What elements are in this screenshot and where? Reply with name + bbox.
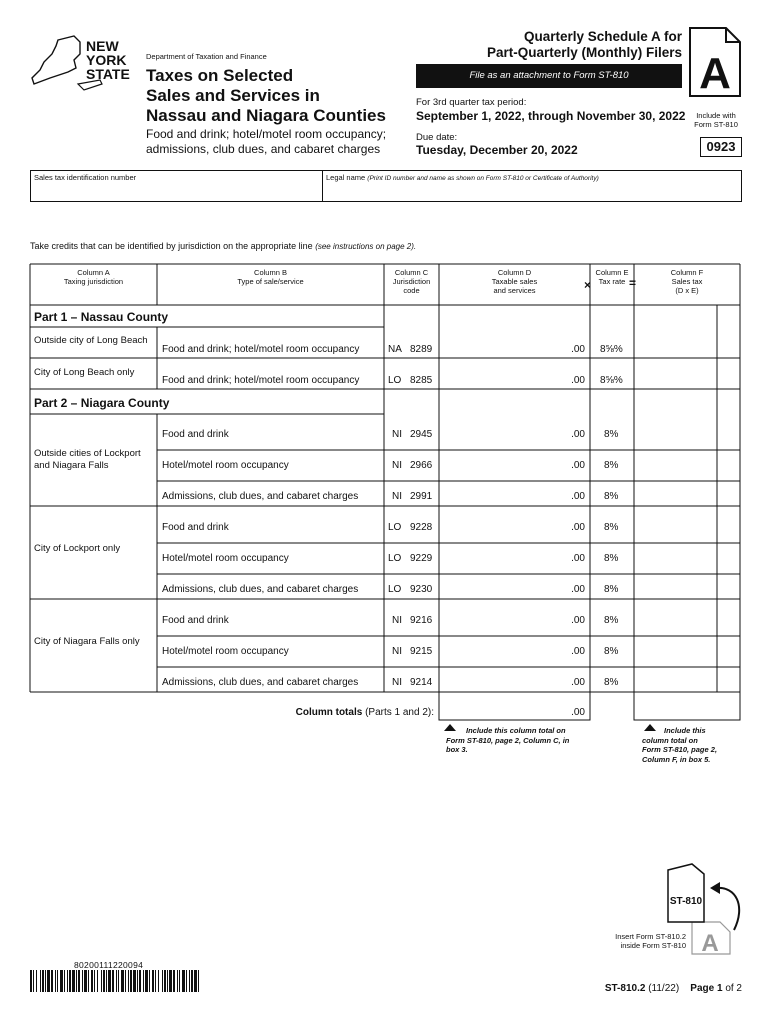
jurisdiction-label [34, 448, 141, 472]
sales-tax-input[interactable] [636, 361, 716, 387]
form-revision: (11/22) [648, 983, 680, 994]
credits-note: Take credits that can be identified by jurisdiction on the appropriate line [30, 241, 313, 251]
page-number: 1 [716, 983, 723, 994]
form-footer [560, 983, 742, 994]
form-title [146, 66, 386, 126]
legal-name-label [326, 173, 599, 182]
sale-type: Food and drink [162, 615, 229, 626]
sale-type: Admissions, club dues, and cabaret charges [162, 584, 359, 595]
jurisdiction-label: City of Lockport only [34, 543, 121, 554]
legal-name-field[interactable] [326, 182, 738, 200]
taxable-sales-input[interactable]: .00 [571, 491, 585, 502]
jurisdiction-prefix: NI [392, 615, 402, 626]
column-totals-label [250, 707, 434, 718]
department-name: Department of Taxation and Finance [146, 52, 267, 61]
schedule-title-line: Quarterly Schedule A for [523, 29, 682, 44]
note-line: Include this [664, 726, 706, 735]
jurisdiction-prefix: NA [388, 344, 402, 355]
taxable-sales-input[interactable]: .00 [571, 584, 585, 595]
sales-tax-input[interactable] [636, 602, 716, 634]
multiply-sign: × [584, 278, 592, 292]
sale-type: Food and drink; hotel/motel room occupancy [162, 344, 360, 355]
column-totals-label-text: Column totals [295, 707, 363, 718]
id-row-divider [322, 170, 323, 202]
column-e-header [590, 268, 634, 286]
form-code-box: 0923 [700, 137, 742, 157]
schedule-letter: A [699, 49, 731, 98]
column-c-header [384, 268, 439, 295]
column-f-header [634, 268, 740, 295]
taxable-sales-input[interactable]: .00 [571, 375, 585, 386]
sales-tax-input[interactable] [636, 509, 716, 541]
jurisdiction-code: 8285 [410, 375, 433, 386]
jurisdiction-prefix: NI [392, 677, 402, 688]
sales-tax-input[interactable] [636, 576, 716, 597]
sales-tax-input[interactable] [636, 452, 716, 479]
sale-type: Food and drink; hotel/motel room occupancy [162, 375, 360, 386]
column-d-header [439, 268, 590, 295]
logo-line-3: STATE [86, 66, 130, 82]
schedule-title-line: Part-Quarterly (Monthly) Filers [486, 45, 682, 60]
logo-line-1: NEW [86, 38, 119, 54]
jurisdiction-line: and Niagara Falls [34, 460, 109, 471]
tax-rate: 8% [604, 460, 619, 471]
jurisdiction-prefix: NI [392, 491, 402, 502]
include-note-line: Include with [696, 111, 736, 120]
jurisdiction-code: 9230 [410, 584, 433, 595]
column-a-header [30, 268, 157, 286]
column-f-title: Column F [670, 268, 704, 277]
column-d-total-input[interactable]: .00 [571, 707, 585, 718]
note-line: box 3. [446, 745, 468, 754]
column-a-subtitle: Taxing jurisdiction [63, 277, 124, 286]
jurisdiction-label: City of Niagara Falls only [34, 636, 140, 647]
column-b-subtitle: Type of sale/service [237, 277, 304, 286]
tax-rate: 8⅝% [600, 344, 623, 355]
sales-tax-input[interactable] [636, 669, 716, 690]
insert-note-line: Insert Form ST-810.2 [615, 932, 686, 941]
taxable-sales-input[interactable]: .00 [571, 553, 585, 564]
jurisdiction-code: 2991 [410, 491, 433, 502]
note-line: Include this column total on [466, 726, 566, 735]
part-2-heading: Part 2 – Niagara County [34, 396, 170, 410]
taxable-sales-input[interactable]: .00 [571, 677, 585, 688]
column-c-subtitle: Jurisdiction [392, 277, 431, 286]
jurisdiction-code: 9214 [410, 677, 433, 688]
note-line: column total on [642, 735, 698, 745]
column-c-subtitle-2: code [403, 286, 420, 295]
jurisdiction-code: 9216 [410, 615, 433, 626]
column-b-header [157, 268, 384, 286]
page-label: Page [690, 983, 715, 994]
subtitle-line: admissions, club dues, and cabaret charges [146, 142, 381, 156]
jurisdiction-code: 2945 [410, 429, 433, 440]
subtitle-line: Food and drink; hotel/motel room occupancy; [146, 127, 387, 141]
sales-tax-id-field[interactable] [34, 182, 318, 200]
sales-tax-input[interactable] [636, 545, 716, 572]
tax-rate: 8% [604, 553, 619, 564]
jurisdiction-code: 2966 [410, 460, 433, 471]
tax-rate: 8% [604, 522, 619, 533]
column-d-total-note [446, 726, 596, 755]
column-d-subtitle-2: and services [493, 286, 536, 295]
column-d-subtitle: Taxable sales [491, 277, 538, 286]
jurisdiction-label: City of Long Beach only [34, 367, 135, 378]
equals-sign: = [629, 276, 637, 290]
column-f-total-note [642, 726, 742, 764]
taxable-sales-input[interactable]: .00 [571, 522, 585, 533]
insert-icon-letter: A [701, 930, 719, 955]
sales-tax-input[interactable] [636, 483, 716, 504]
tax-rate: 8% [604, 646, 619, 657]
jurisdiction-prefix: LO [388, 584, 402, 595]
legal-name-hint: (Print ID number and name as shown on Form ST-810 or Certificate of Authority) [367, 175, 599, 182]
jurisdiction-prefix: LO [388, 522, 402, 533]
taxable-sales-input[interactable]: .00 [571, 615, 585, 626]
jurisdiction-prefix: NI [392, 429, 402, 440]
column-f-subtitle-2: (D x E) [675, 286, 699, 295]
sale-type: Admissions, club dues, and cabaret charges [162, 677, 359, 688]
column-e-title: Column E [595, 268, 629, 277]
schedule-title [420, 29, 682, 61]
tax-rate: 8% [604, 615, 619, 626]
jurisdiction-code: 9215 [410, 646, 433, 657]
form-subtitle [146, 127, 406, 157]
tax-rate: 8% [604, 584, 619, 595]
tax-rate: 8% [604, 677, 619, 688]
jurisdiction-code: 9229 [410, 553, 433, 564]
barcode-number: 80200111220094 [74, 960, 144, 970]
sale-type: Hotel/motel room occupancy [162, 553, 289, 564]
column-c-title: Column C [394, 268, 429, 277]
taxable-sales-input[interactable]: .00 [571, 460, 585, 471]
page-of: of 2 [725, 983, 742, 994]
include-note-line: Form ST-810 [694, 120, 738, 129]
note-line: Form ST-810, page 2, Column C, in [446, 735, 570, 745]
sale-type: Admissions, club dues, and cabaret charges [162, 491, 359, 502]
column-f-subtitle: Sales tax [671, 277, 703, 286]
form-title-line: Nassau and Niagara Counties [146, 106, 386, 125]
attachment-banner: File as an attachment to Form ST-810 [416, 64, 682, 88]
sales-tax-input[interactable] [636, 330, 716, 356]
form-id: ST-810.2 [604, 983, 646, 994]
jurisdiction-label: Outside city of Long Beach [34, 335, 148, 346]
logo-line-2: YORK [86, 52, 127, 68]
insert-instructions [560, 932, 686, 950]
jurisdiction-prefix: NI [392, 460, 402, 471]
jurisdiction-prefix: NI [392, 646, 402, 657]
jurisdiction-code: 8289 [410, 344, 433, 355]
new-york-state-logo [28, 34, 138, 96]
column-f-total-input[interactable] [636, 694, 738, 718]
column-d-title: Column D [497, 268, 532, 277]
period-label: For 3rd quarter tax period: [416, 97, 527, 108]
part-1-heading: Part 1 – Nassau County [34, 310, 169, 324]
credits-hint: (see instructions on page 2). [315, 242, 417, 251]
form-title-line: Sales and Services in [146, 86, 320, 105]
jurisdiction-prefix: LO [388, 553, 402, 564]
insert-icon-label: ST-810 [669, 896, 703, 907]
jurisdiction-line: Outside cities of Lockport [34, 448, 141, 459]
sales-tax-id-label: Sales tax identification number [34, 173, 137, 182]
column-b-title: Column B [254, 268, 287, 277]
sale-type: Hotel/motel room occupancy [162, 460, 289, 471]
legal-name-label-text: Legal name [326, 173, 366, 182]
insert-note-line: inside Form ST-810 [620, 941, 686, 950]
note-line: Form ST-810, page 2, [642, 745, 718, 754]
tax-rate: 8⅝% [600, 375, 623, 386]
credits-instruction [30, 241, 416, 251]
barcode [30, 970, 200, 992]
column-a-title: Column A [77, 268, 110, 277]
form-title-line: Taxes on Selected [146, 66, 294, 85]
due-date-label: Due date: [416, 132, 458, 143]
taxable-sales-input[interactable]: .00 [571, 429, 585, 440]
sale-type: Food and drink [162, 522, 229, 533]
jurisdiction-code: 9228 [410, 522, 433, 533]
due-date-value: Tuesday, December 20, 2022 [416, 143, 578, 157]
include-with-note [688, 111, 744, 129]
schedule-document-icon [688, 26, 742, 98]
taxable-sales-input[interactable]: .00 [571, 344, 585, 355]
column-e-subtitle: Tax rate [598, 277, 626, 286]
column-totals-suffix: (Parts 1 and 2): [365, 707, 434, 718]
sales-tax-input[interactable] [636, 418, 716, 448]
sale-type: Food and drink [162, 429, 229, 440]
taxable-sales-input[interactable]: .00 [571, 646, 585, 657]
note-line: Column F, in box 5. [642, 754, 711, 764]
period-value: September 1, 2022, through November 30, 2022 [416, 109, 686, 123]
sales-tax-input[interactable] [636, 638, 716, 665]
tax-rate: 8% [604, 429, 619, 440]
sale-type: Hotel/motel room occupancy [162, 646, 289, 657]
jurisdiction-prefix: LO [388, 375, 402, 386]
tax-rate: 8% [604, 491, 619, 502]
